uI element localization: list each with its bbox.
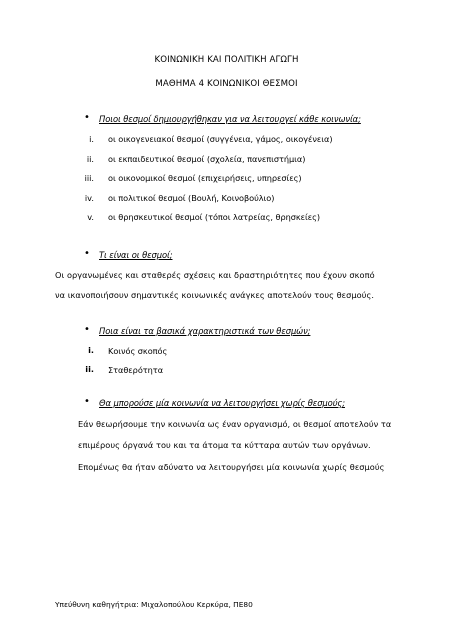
list-number: v. xyxy=(87,212,94,222)
page-footer: Υπεύθυνη καθηγήτρια: Μιχαλοπούλου Κερκύρα, ΠΕ80 xyxy=(55,600,253,609)
list-number: ii. xyxy=(86,154,94,164)
list-item: οι οικονομικοί θεσμοί (επιχειρήσεις, υπηρεσίες) xyxy=(108,173,302,183)
paragraph-line: Εάν θεωρήσουμε την κοινωνία ως έναν οργανισμό, οι θεσμοί αποτελούν τα xyxy=(78,419,392,429)
list-number: iii. xyxy=(84,173,94,183)
paragraph-line: Επομένως θα ήταν αδύνατο να λειτουργήσει μία κοινωνία χωρίς θεσμούς xyxy=(78,462,385,472)
section-question: Τι είναι οι θεσμοί; xyxy=(99,250,173,260)
document-title: ΚΟΙΝΩΝΙΚΗ ΚΑΙ ΠΟΛΙΤΙΚΗ ΑΓΩΓΗ xyxy=(154,55,299,65)
list-number: ii. xyxy=(85,364,94,374)
section-question: Θα μπορούσε μία κοινωνία να λειτουργήσει χωρίς θεσμούς; xyxy=(99,398,345,408)
list-item: οι οικογενειακοί θεσμοί (συγγένεια, γάμος, οικογένεια) xyxy=(108,134,333,144)
list-item: Σταθερότητα xyxy=(108,365,164,375)
paragraph-line: να ικανοποιήσουν σημαντικές κοινωνικές ανάγκες αποτελούν τους θεσμούς. xyxy=(55,290,375,300)
paragraph-line: επιμέρους όργανά του και τα άτομα τα κύτταρα αυτών των οργάνων. xyxy=(78,440,371,450)
list-item: Κοινός σκοπός xyxy=(108,346,168,356)
bullet-icon: • xyxy=(84,248,90,259)
section-question: Ποιοι θεσμοί δημιουργήθηκαν για να λειτουργεί κάθε κοινωνία; xyxy=(99,114,361,124)
list-number: i. xyxy=(89,134,94,144)
bullet-icon: • xyxy=(84,396,90,407)
bullet-icon: • xyxy=(84,324,90,335)
bullet-icon: • xyxy=(84,112,90,123)
section-question: Ποια είναι τα βασικά χαρακτηριστικά των θεσμών; xyxy=(99,326,311,336)
list-item: οι θρησκευτικοί θεσμοί (τόποι λατρείας, θρησκείες) xyxy=(108,212,321,222)
list-item: οι πολιτικοί θεσμοί (Βουλή, Κοινοβούλιο) xyxy=(108,193,275,203)
list-number: i. xyxy=(88,345,94,355)
paragraph-line: Οι οργανωμένες και σταθερές σχέσεις και δραστηριότητες που έχουν σκοπό xyxy=(55,270,375,280)
list-item: οι εκπαιδευτικοί θεσμοί (σχολεία, πανεπιστήμια) xyxy=(108,154,306,164)
list-number: iv. xyxy=(84,193,94,203)
document-subtitle: ΜΑΘΗΜΑ 4 ΚΟΙΝΩΝΙΚΟΙ ΘΕΣΜΟΙ xyxy=(155,79,298,89)
